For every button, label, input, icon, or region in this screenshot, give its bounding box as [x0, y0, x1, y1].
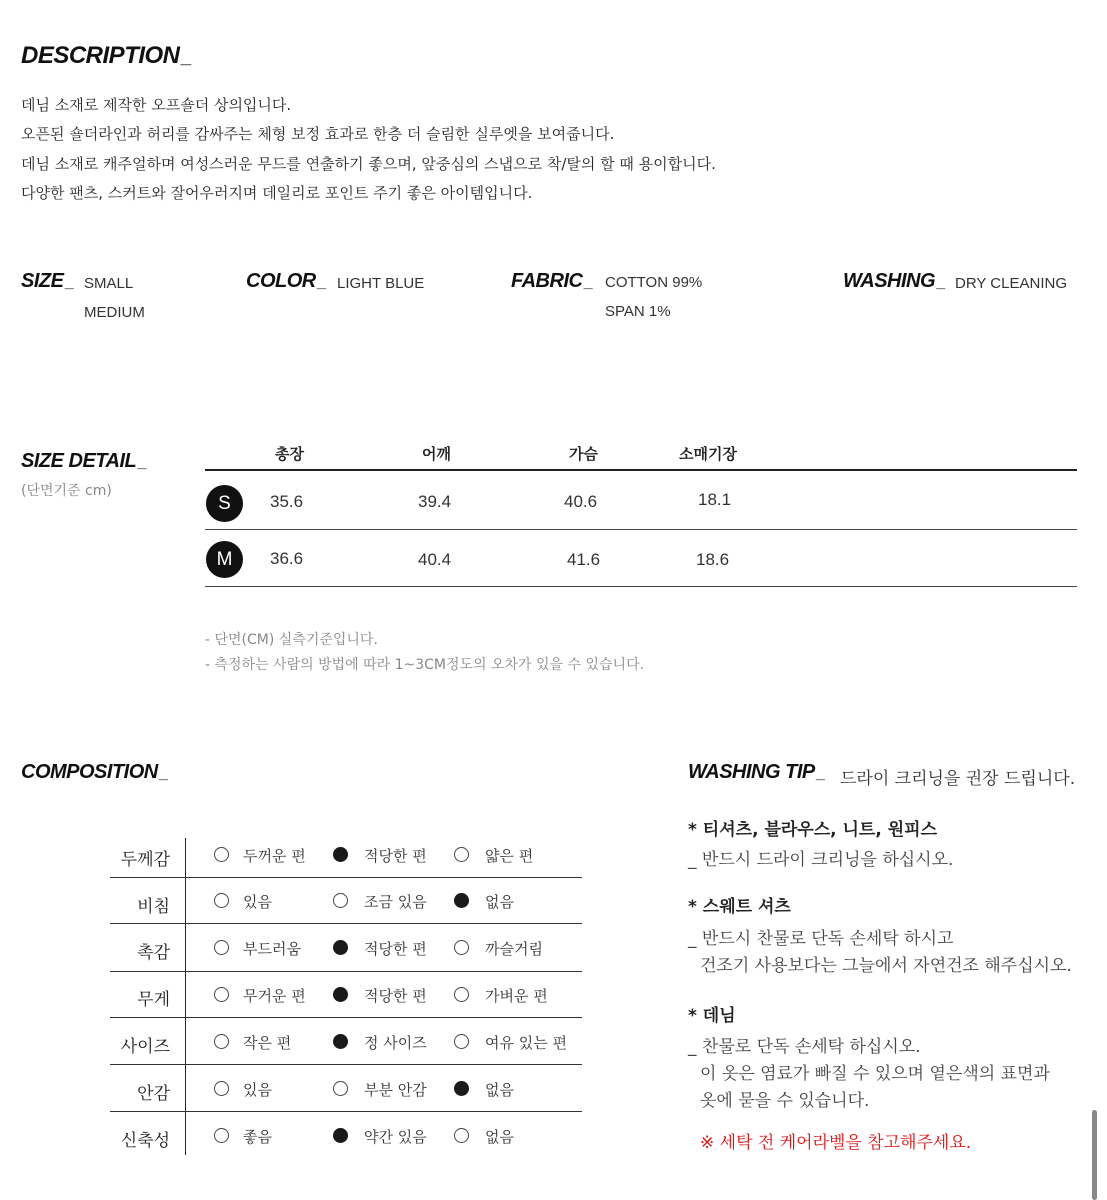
scrollbar-thumb[interactable] [1092, 1110, 1097, 1200]
option-label: 무거운 편 [243, 987, 306, 1005]
size-spec-value: MEDIUM [84, 304, 145, 321]
radio-option [214, 893, 229, 908]
option-label: 정 사이즈 [364, 1034, 427, 1052]
measurement-note: - 측정하는 사람의 방법에 따라 1~3CM정도의 오차가 있을 수 있습니다. [205, 657, 645, 673]
tip-section-title: * 데님 [688, 1006, 736, 1026]
column-header: 어깨 [422, 445, 451, 463]
radio-option [214, 1034, 229, 1049]
size-badge-s: S [206, 485, 243, 522]
radio-option-selected [454, 1081, 469, 1096]
option-label: 있음 [243, 1081, 272, 1099]
radio-option-selected [454, 893, 469, 908]
composition-label: 두께감 [120, 850, 170, 870]
size-detail-unit-note: (단면기준 cm) [21, 483, 112, 499]
size-detail-heading: SIZE DETAIL _ [21, 450, 147, 473]
fabric-spec-value: SPAN 1% [605, 303, 671, 320]
radio-option [214, 1128, 229, 1143]
column-header: 가슴 [569, 445, 598, 463]
table-cell: 35.6 [270, 492, 304, 511]
option-label: 가벼운 편 [485, 987, 548, 1005]
radio-option [454, 940, 469, 955]
radio-option-selected [333, 847, 348, 862]
composition-row-rule [110, 923, 582, 924]
table-bottom-rule [205, 586, 1077, 587]
option-label: 부드러움 [243, 940, 301, 958]
composition-row-rule [110, 971, 582, 972]
option-label: 조금 있음 [364, 893, 427, 911]
tip-section-title: * 스웨트 셔츠 [688, 897, 791, 917]
composition-divider [185, 838, 186, 1155]
composition-row-rule [110, 1111, 582, 1112]
composition-label: 촉감 [137, 943, 170, 963]
composition-row-rule [110, 1064, 582, 1065]
radio-option-selected [333, 987, 348, 1002]
option-label: 있음 [243, 893, 272, 911]
radio-option [454, 1128, 469, 1143]
care-label-note: ※ 세탁 전 케어라벨을 참고해주세요. [700, 1133, 972, 1153]
washing-spec-label: WASHING _ [843, 270, 945, 293]
column-header: 총장 [275, 445, 304, 463]
option-label: 약간 있음 [364, 1128, 427, 1146]
measurement-note: - 단면(CM) 실측기준입니다. [205, 632, 378, 648]
tip-section-line: _ 찬물로 단독 손세탁 하십시오. [688, 1037, 921, 1057]
radio-option [454, 847, 469, 862]
option-label: 두꺼운 편 [243, 847, 306, 865]
fabric-spec-label: FABRIC _ [511, 270, 593, 293]
table-top-rule [205, 469, 1077, 471]
table-cell: 41.6 [567, 550, 601, 569]
table-cell: 36.6 [270, 549, 304, 568]
radio-option-selected [333, 1128, 348, 1143]
radio-option [214, 1081, 229, 1096]
radio-option [333, 1081, 348, 1096]
option-label: 적당한 편 [364, 940, 427, 958]
option-label: 없음 [485, 893, 514, 911]
tip-section-line: _ 반드시 드라이 크리닝을 하십시오. [688, 850, 954, 870]
column-header: 소매기장 [679, 445, 737, 463]
description-line: 다양한 팬츠, 스커트와 잘어우러지며 데일리로 포인트 주기 좋은 아이템입니다. [21, 184, 533, 202]
radio-option [454, 987, 469, 1002]
washing-tip-intro: 드라이 크리닝을 권장 드립니다. [840, 769, 1076, 789]
description-line: 데님 소재로 캐주얼하며 여성스러운 무드를 연출하기 좋으며, 앞중심의 스냅으로 착/탈의 할 때 용이합니다. [21, 155, 716, 173]
radio-option [214, 987, 229, 1002]
washing-spec-value: DRY CLEANING [955, 275, 1067, 292]
color-spec-value: LIGHT BLUE [337, 275, 425, 292]
composition-label: 신축성 [120, 1131, 170, 1151]
fabric-spec-value: COTTON 99% [605, 274, 703, 291]
table-row-rule [205, 529, 1077, 530]
description-line: 데님 소재로 제작한 오프숄더 상의입니다. [21, 96, 292, 114]
table-cell: 40.4 [418, 550, 452, 569]
description-line: 오픈된 숄더라인과 허리를 감싸주는 체형 보정 효과로 한층 더 슬림한 실루엣을 보여줍니다. [21, 125, 615, 143]
table-cell: 40.6 [564, 492, 598, 511]
tip-section-line: _ 반드시 찬물로 단독 손세탁 하시고 [688, 929, 954, 949]
option-label: 적당한 편 [364, 987, 427, 1005]
size-badge-m: M [206, 541, 243, 578]
tip-section-line: 건조기 사용보다는 그늘에서 자연건조 해주십시오. [700, 956, 1072, 976]
option-label: 없음 [485, 1128, 514, 1146]
description-heading: DESCRIPTION _ [21, 42, 192, 70]
radio-option-selected [333, 940, 348, 955]
table-cell: 18.1 [698, 490, 732, 509]
composition-row-rule [110, 1017, 582, 1018]
composition-label: 안감 [137, 1084, 170, 1104]
radio-option [454, 1034, 469, 1049]
option-label: 없음 [485, 1081, 514, 1099]
radio-option [214, 847, 229, 862]
color-spec-label: COLOR _ [246, 270, 326, 293]
table-cell: 39.4 [418, 492, 452, 511]
composition-label: 비침 [137, 897, 170, 917]
tip-section-line: 옷에 묻을 수 있습니다. [700, 1091, 870, 1111]
composition-heading: COMPOSITION _ [21, 761, 168, 784]
tip-section-line: 이 옷은 염료가 빠질 수 있으며 옅은색의 표면과 [700, 1064, 1050, 1084]
option-label: 적당한 편 [364, 847, 427, 865]
option-label: 좋음 [243, 1128, 272, 1146]
option-label: 여유 있는 편 [485, 1034, 567, 1052]
option-label: 작은 편 [243, 1034, 292, 1052]
tip-section-title: * 티셔츠, 블라우스, 니트, 원피스 [688, 820, 938, 840]
size-spec-value: SMALL [84, 275, 134, 292]
table-cell: 18.6 [696, 550, 730, 569]
composition-row-rule [110, 877, 582, 878]
option-label: 부분 안감 [364, 1081, 427, 1099]
washing-tip-heading: WASHING TIP _ [688, 761, 825, 784]
radio-option [333, 893, 348, 908]
size-spec-label: SIZE _ [21, 270, 74, 293]
composition-label: 무게 [137, 990, 170, 1010]
option-label: 얇은 편 [485, 847, 534, 865]
radio-option-selected [333, 1034, 348, 1049]
option-label: 까슬거림 [485, 940, 543, 958]
radio-option [214, 940, 229, 955]
composition-label: 사이즈 [120, 1037, 170, 1057]
